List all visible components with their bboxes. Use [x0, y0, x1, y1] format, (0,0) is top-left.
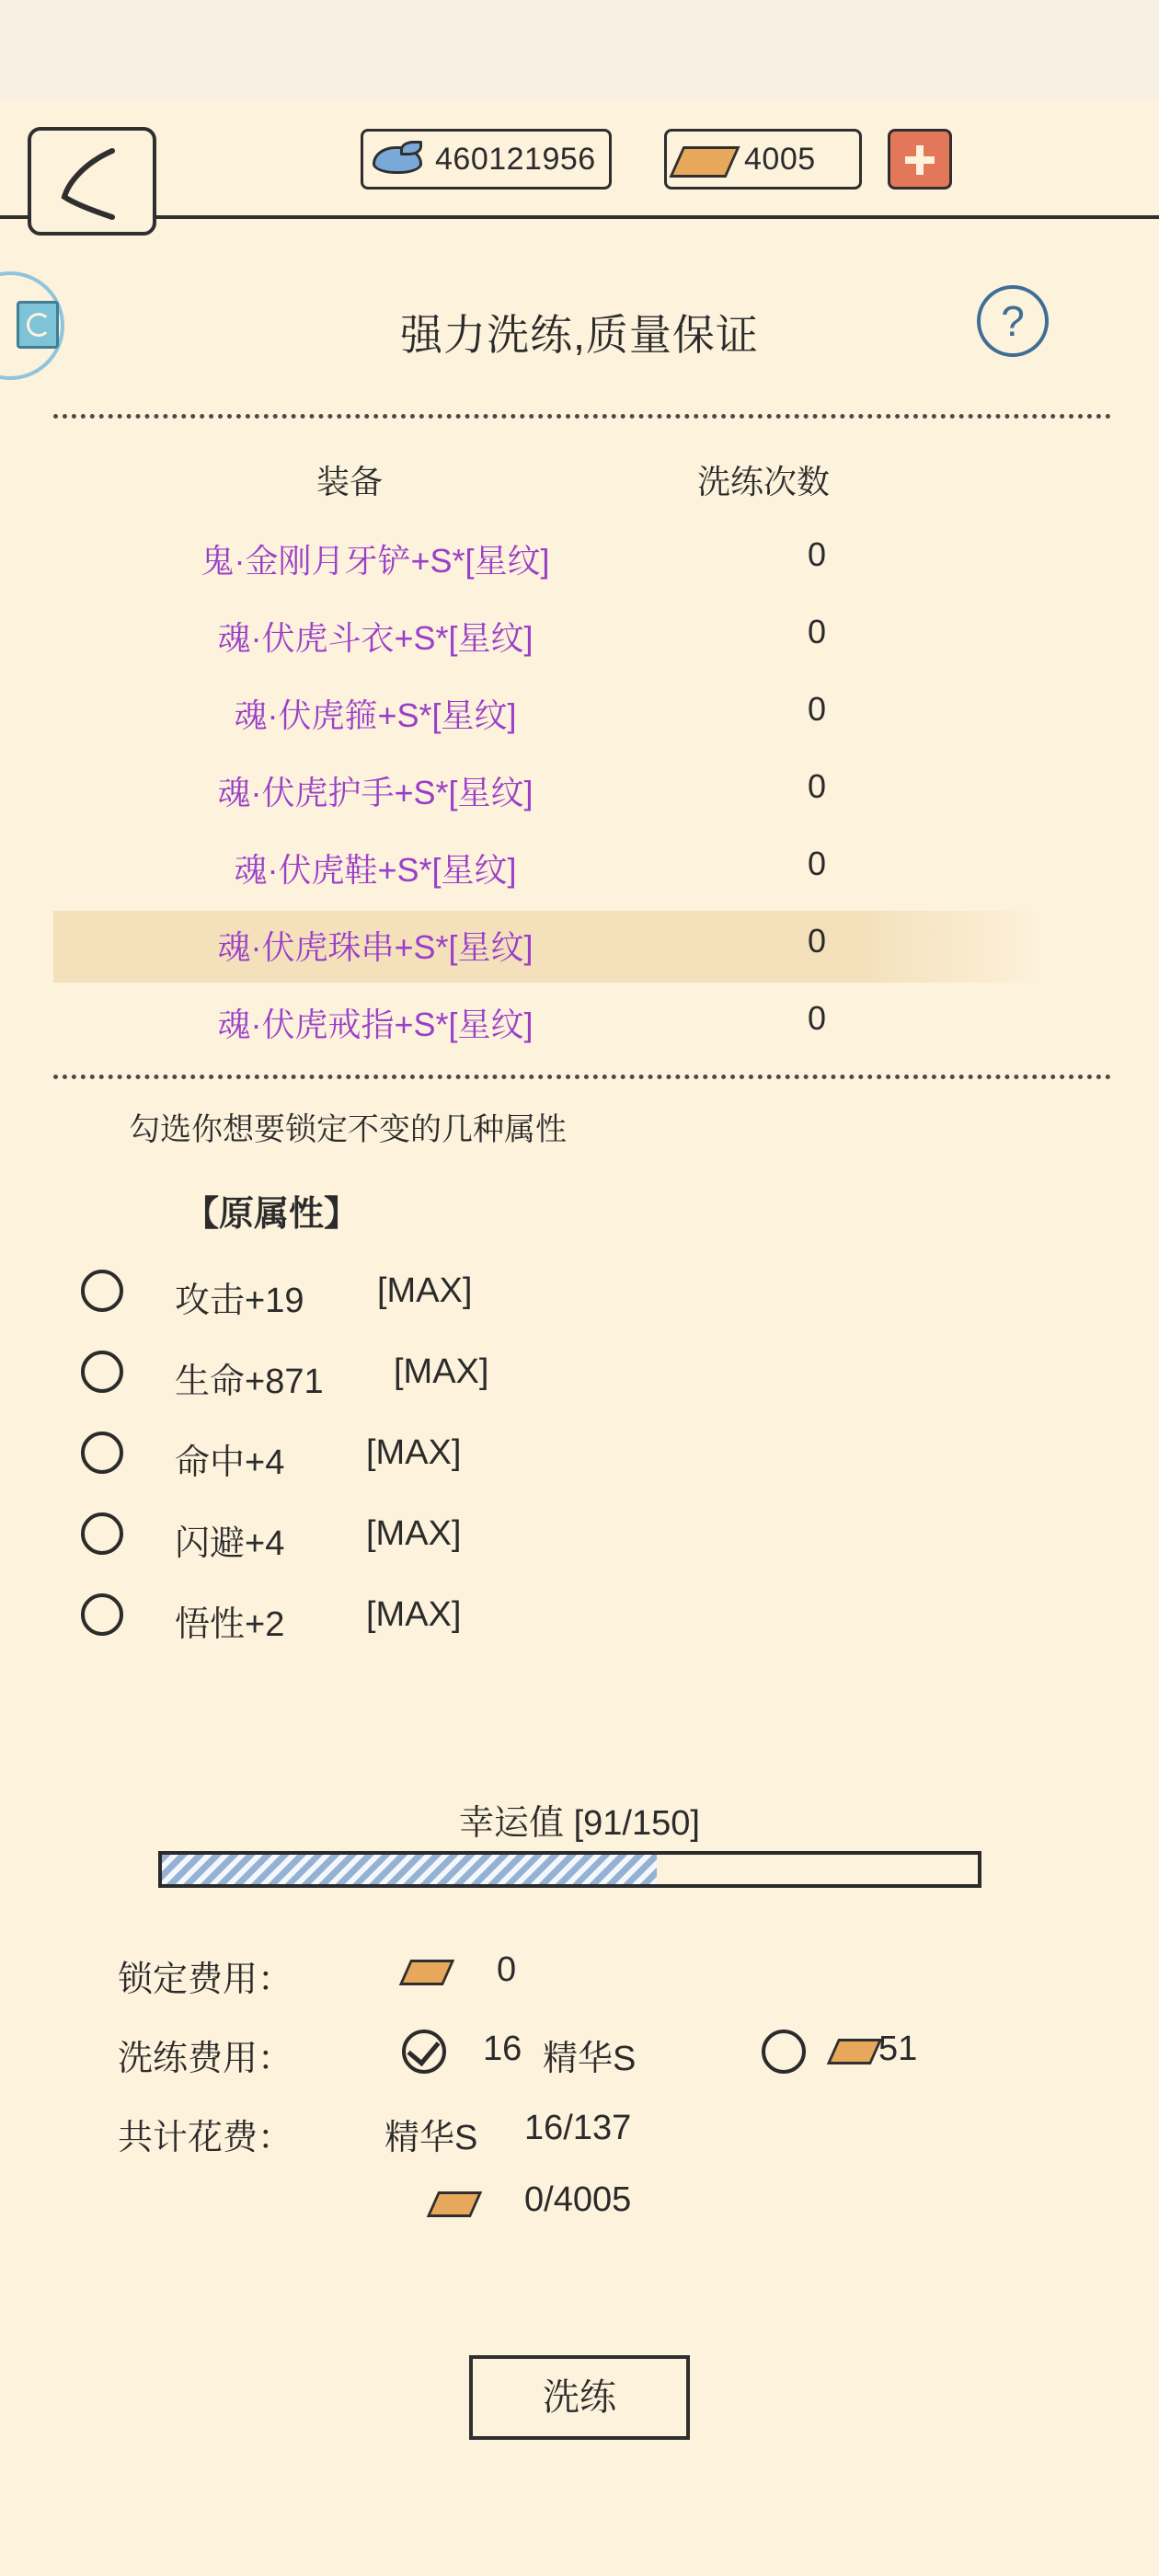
attribute-row[interactable]: [74, 1582, 901, 1663]
table-row[interactable]: [53, 988, 1047, 1060]
attribute-name: 命中+4: [175, 1443, 285, 1482]
equipment-count: 0: [807, 922, 827, 960]
attribute-max-badge: [MAX]: [366, 1595, 462, 1634]
equipment-name: 鬼·金刚月牙铲+S*[星纹]: [201, 542, 550, 580]
table-row[interactable]: [53, 679, 1047, 751]
gem-currency[interactable]: [361, 129, 612, 190]
attribute-max-badge: [MAX]: [394, 1352, 489, 1391]
table-row[interactable]: [53, 834, 1047, 905]
gem-icon: [373, 141, 422, 178]
equipment-count: 0: [807, 690, 827, 728]
help-button[interactable]: ?: [977, 285, 1049, 357]
total-cost-label: 共计花费：: [118, 2119, 293, 2157]
ingot-currency[interactable]: [664, 129, 862, 190]
attribute-row[interactable]: [74, 1340, 901, 1420]
total-cost-unit: 精华S: [384, 2119, 478, 2157]
back-button[interactable]: [28, 127, 156, 236]
attribute-row[interactable]: [74, 1259, 901, 1340]
attribute-row[interactable]: [74, 1420, 901, 1501]
lock-hint-text: 勾选你想要锁定不变的几种属性: [129, 1112, 567, 1147]
luck-label: 幸运值 [91/150]: [459, 1804, 700, 1843]
column-header-equipment: 装备: [316, 463, 383, 500]
equipment-count: 0: [807, 999, 827, 1037]
reroll-option-ingot-radio[interactable]: [762, 2030, 806, 2074]
equipment-count: 0: [807, 767, 827, 805]
status-strip: [0, 0, 1159, 102]
table-row[interactable]: [53, 756, 1047, 828]
attribute-name: 悟性+2: [175, 1605, 285, 1644]
reroll-ingot-amount: 51: [878, 2030, 918, 2068]
equipment-name: 魂·伏虎斗衣+S*[星纹]: [217, 619, 534, 657]
attribute-max-badge: [MAX]: [377, 1271, 473, 1310]
attribute-checkbox[interactable]: [81, 1351, 123, 1393]
divider-middle: [53, 1075, 1111, 1079]
equipment-name: 魂·伏虎珠串+S*[星纹]: [217, 928, 534, 966]
equipment-name: 魂·伏虎鞋+S*[星纹]: [234, 851, 517, 889]
ingot-amount: 4005: [744, 141, 816, 177]
gem-amount: 460121956: [435, 141, 596, 177]
page-title: 强力洗练,质量保证: [400, 311, 759, 359]
attribute-checkbox[interactable]: [81, 1512, 123, 1555]
reroll-essence-amount: 16: [483, 2030, 522, 2068]
reroll-essence-unit: 精华S: [543, 2040, 637, 2078]
equipment-name: 魂·伏虎戒指+S*[星纹]: [217, 1006, 534, 1043]
luck-progress-fill: [162, 1855, 657, 1884]
table-row[interactable]: [53, 524, 1047, 596]
attribute-checkbox[interactable]: [81, 1270, 123, 1312]
attribute-name: 攻击+19: [175, 1282, 304, 1320]
equipment-count: 0: [807, 535, 827, 573]
table-row[interactable]: [53, 602, 1047, 673]
attribute-name: 闪避+4: [175, 1524, 285, 1563]
attribute-row[interactable]: [74, 1501, 901, 1582]
equipment-count: 0: [807, 613, 827, 650]
attribute-max-badge: [MAX]: [366, 1514, 462, 1553]
luck-progress-bar: [158, 1851, 981, 1888]
add-currency-button[interactable]: [888, 129, 952, 190]
lock-cost-value: 0: [497, 1950, 517, 1989]
attribute-group-label: 【原属性】: [184, 1195, 360, 1234]
reroll-option-essence-radio[interactable]: [402, 2030, 446, 2074]
reroll-cost-label: 洗练费用：: [118, 2040, 293, 2078]
column-header-count: 洗练次数: [696, 463, 830, 500]
table-row-selected[interactable]: [53, 911, 1047, 983]
total-ingot-value: 0/4005: [524, 2180, 632, 2219]
equipment-count: 0: [807, 845, 827, 882]
reroll-button[interactable]: 洗练: [469, 2355, 690, 2440]
ingot-icon: [669, 146, 740, 178]
equipment-name: 魂·伏虎护手+S*[星纹]: [217, 774, 534, 811]
equipment-name: 魂·伏虎箍+S*[星纹]: [234, 696, 517, 734]
attribute-name: 生命+871: [175, 1363, 324, 1401]
total-cost-value: 16/137: [524, 2109, 632, 2147]
attribute-max-badge: [MAX]: [366, 1433, 462, 1472]
attribute-checkbox[interactable]: [81, 1593, 123, 1636]
divider-top: [53, 414, 1111, 419]
lock-cost-label: 锁定费用：: [118, 1961, 293, 1999]
attribute-checkbox[interactable]: [81, 1432, 123, 1474]
